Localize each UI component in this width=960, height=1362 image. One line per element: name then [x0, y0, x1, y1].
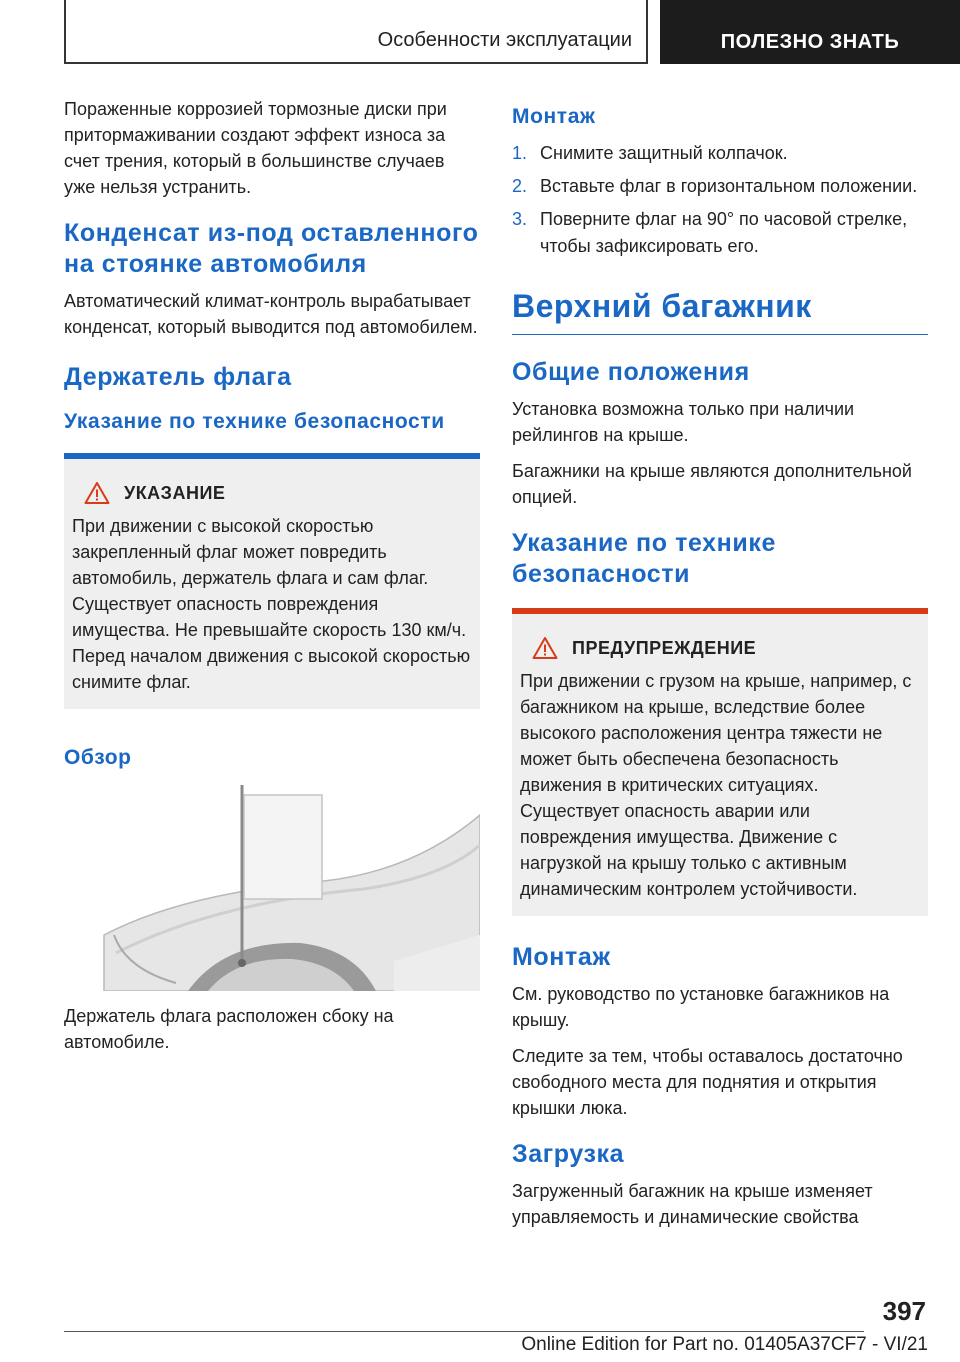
right-column	[512, 96, 928, 1240]
left-column	[64, 96, 480, 1065]
roof-rack-section-title	[512, 286, 928, 335]
loading-paragraph: Загруженный багажник на крыше изменяет управляемость и динамические свойства	[512, 1181, 873, 1227]
header-tab[interactable]	[660, 0, 960, 64]
safety-heading-left: Указание по технике безопасности	[64, 410, 445, 433]
edition-footer: Online Edition for Part no. 01405A37CF7 - VI/21	[521, 1334, 928, 1355]
mount2-heading: Монтаж	[512, 943, 611, 971]
page-number: 397	[882, 1296, 926, 1326]
warning-title: ПРЕДУПРЕЖДЕНИЕ	[572, 637, 757, 658]
warning-triangle-icon	[532, 636, 558, 660]
list-item: 1. Снимите защитный колпачок.	[512, 143, 788, 163]
footer-divider	[64, 1331, 864, 1332]
general-paragraph-2: Багажники на крыше являются дополнительной опцией.	[512, 461, 912, 507]
list-item: 3. Поверните флаг на 90° по часовой стрелке, чтобы зафиксировать его.	[512, 209, 908, 256]
list-item: 2. Вставьте флаг в горизонтальном положении.	[512, 176, 918, 196]
safety-heading-right: Указание по технике безопасности	[512, 529, 776, 588]
figure-caption: Держатель флага расположен сбоку на автомобиле.	[64, 1006, 394, 1052]
notice-title: УКАЗАНИЕ	[124, 482, 226, 503]
mount2-paragraph-1: См. руководство по установке багажников на крышу.	[512, 984, 890, 1030]
general-heading: Общие положения	[512, 358, 750, 386]
condensate-paragraph: Автоматический климат-контроль вырабатывает конденсат, который выводится под автомобилем.	[64, 291, 478, 337]
flag-holder-figure	[64, 785, 480, 991]
warning-triangle-icon	[84, 481, 110, 505]
overview-heading: Обзор	[64, 746, 132, 769]
roof-rack-title: Верхний багажник	[512, 288, 812, 324]
header-section-title	[64, 0, 648, 64]
tab-label: ПОЛЕЗНО ЗНАТЬ	[720, 31, 900, 53]
warning-text: При движении с грузом на крыше, например, с багажником на крыше, вследствие более высокого расположения центра тяжести не может быть обеспечена безопасность движения в критических ситуациях. Существует опасность аварии или повреждения имущества. Движение с нагрузкой на крышу только с активным динамическим контролем устойчивости.	[520, 671, 912, 899]
notice-box	[64, 453, 480, 709]
notice-text: При движении с высокой скоростью закрепленный флаг может повредить автомобиль, держатель флага и сам флаг. Существует опасность повреждения имущества. Не превышайте скорость 130 км/ч. Перед началом движения с высокой скоростью снимите флаг.	[72, 516, 471, 692]
flag-holder-heading: Держатель флага	[64, 363, 292, 391]
mount-heading: Монтаж	[512, 105, 596, 128]
condensate-heading: Конденсат из-под оставленного на стоянке автомобиля	[64, 219, 479, 278]
warning-box	[512, 608, 928, 916]
intro-paragraph: Пораженные коррозией тормозные диски при притормаживании создают эффект износа за счет трения, который в большинстве случаев уже нельзя устранить.	[64, 99, 447, 197]
mount2-paragraph-2: Следите за тем, чтобы оставалось достаточно свободного места для поднятия и открытия крышки люка.	[512, 1046, 903, 1118]
mount-steps	[512, 140, 928, 260]
loading-heading: Загрузка	[512, 1140, 625, 1168]
section-title-text: Особенности эксплуатации	[377, 29, 632, 51]
general-paragraph-1: Установка возможна только при наличии рейлингов на крыше.	[512, 399, 855, 445]
